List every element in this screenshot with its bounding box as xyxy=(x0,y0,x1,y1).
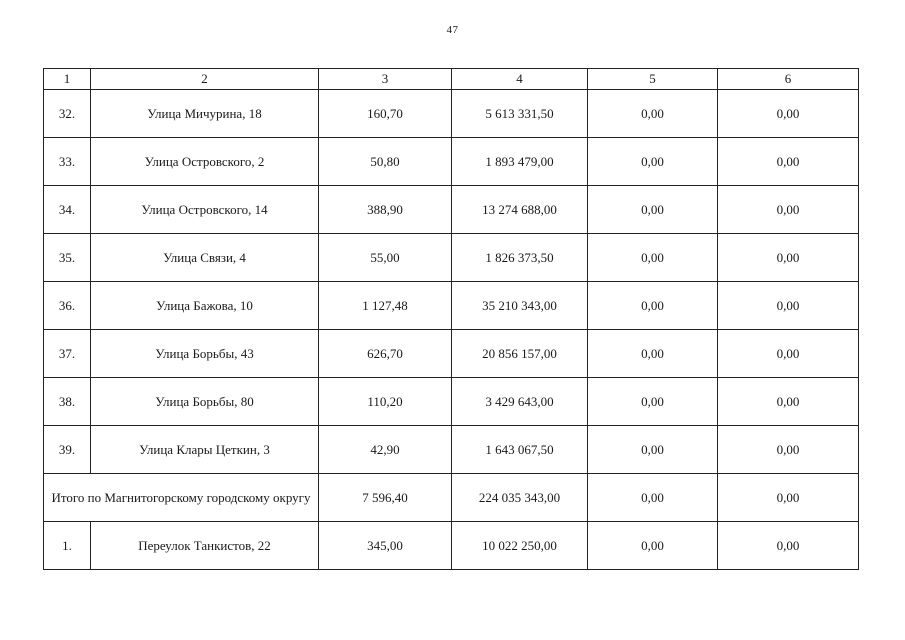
row-number: 39. xyxy=(44,426,91,474)
row-cost: 13 274 688,00 xyxy=(452,186,588,234)
row-cost: 35 210 343,00 xyxy=(452,282,588,330)
row-cost: 1 826 373,50 xyxy=(452,234,588,282)
row-number: 34. xyxy=(44,186,91,234)
total-area: 7 596,40 xyxy=(319,474,452,522)
row-col5: 0,00 xyxy=(588,282,718,330)
row-address: Улица Связи, 4 xyxy=(91,234,319,282)
row-address: Улица Клары Цеткин, 3 xyxy=(91,426,319,474)
row-col6: 0,00 xyxy=(718,330,859,378)
row-address: Переулок Танкистов, 22 xyxy=(91,522,319,570)
row-col5: 0,00 xyxy=(588,138,718,186)
column-header: 4 xyxy=(452,69,588,90)
column-header: 2 xyxy=(91,69,319,90)
row-number: 38. xyxy=(44,378,91,426)
row-area: 388,90 xyxy=(319,186,452,234)
row-number: 33. xyxy=(44,138,91,186)
table-row xyxy=(44,186,859,234)
table-row xyxy=(44,282,859,330)
row-number: 1. xyxy=(44,522,91,570)
table-header-row xyxy=(44,69,859,90)
row-col6: 0,00 xyxy=(718,426,859,474)
row-area: 50,80 xyxy=(319,138,452,186)
row-col6: 0,00 xyxy=(718,138,859,186)
row-cost: 3 429 643,00 xyxy=(452,378,588,426)
table-row xyxy=(44,378,859,426)
row-cost: 1 893 479,00 xyxy=(452,138,588,186)
row-col5: 0,00 xyxy=(588,186,718,234)
row-area: 42,90 xyxy=(319,426,452,474)
row-address: Улица Борьбы, 80 xyxy=(91,378,319,426)
total-col6: 0,00 xyxy=(718,474,859,522)
table-row xyxy=(44,522,859,570)
table-row xyxy=(44,426,859,474)
row-col6: 0,00 xyxy=(718,186,859,234)
table-row xyxy=(44,138,859,186)
row-col5: 0,00 xyxy=(588,234,718,282)
row-col5: 0,00 xyxy=(588,522,718,570)
column-header: 3 xyxy=(319,69,452,90)
row-col6: 0,00 xyxy=(718,90,859,138)
total-cost: 224 035 343,00 xyxy=(452,474,588,522)
row-number: 32. xyxy=(44,90,91,138)
row-col6: 0,00 xyxy=(718,522,859,570)
total-label: Итого по Магнитогорскому городскому округу xyxy=(44,474,319,522)
row-area: 1 127,48 xyxy=(319,282,452,330)
page-number: 47 xyxy=(446,24,459,36)
row-col6: 0,00 xyxy=(718,378,859,426)
property-table xyxy=(43,68,859,570)
table-row xyxy=(44,330,859,378)
row-col5: 0,00 xyxy=(588,378,718,426)
row-area: 626,70 xyxy=(319,330,452,378)
row-cost: 1 643 067,50 xyxy=(452,426,588,474)
row-number: 35. xyxy=(44,234,91,282)
total-row xyxy=(44,474,859,522)
row-col5: 0,00 xyxy=(588,330,718,378)
row-address: Улица Борьбы, 43 xyxy=(91,330,319,378)
row-area: 110,20 xyxy=(319,378,452,426)
row-cost: 5 613 331,50 xyxy=(452,90,588,138)
row-col5: 0,00 xyxy=(588,426,718,474)
row-col6: 0,00 xyxy=(718,234,859,282)
row-number: 36. xyxy=(44,282,91,330)
total-col5: 0,00 xyxy=(588,474,718,522)
column-header: 1 xyxy=(44,69,91,90)
table-row xyxy=(44,234,859,282)
row-address: Улица Мичурина, 18 xyxy=(91,90,319,138)
row-cost: 10 022 250,00 xyxy=(452,522,588,570)
row-area: 345,00 xyxy=(319,522,452,570)
row-cost: 20 856 157,00 xyxy=(452,330,588,378)
row-col6: 0,00 xyxy=(718,282,859,330)
row-col5: 0,00 xyxy=(588,90,718,138)
row-address: Улица Бажова, 10 xyxy=(91,282,319,330)
column-header: 5 xyxy=(588,69,718,90)
row-area: 160,70 xyxy=(319,90,452,138)
table-row xyxy=(44,90,859,138)
row-area: 55,00 xyxy=(319,234,452,282)
row-address: Улица Островского, 2 xyxy=(91,138,319,186)
row-number: 37. xyxy=(44,330,91,378)
row-address: Улица Островского, 14 xyxy=(91,186,319,234)
column-header: 6 xyxy=(718,69,859,90)
